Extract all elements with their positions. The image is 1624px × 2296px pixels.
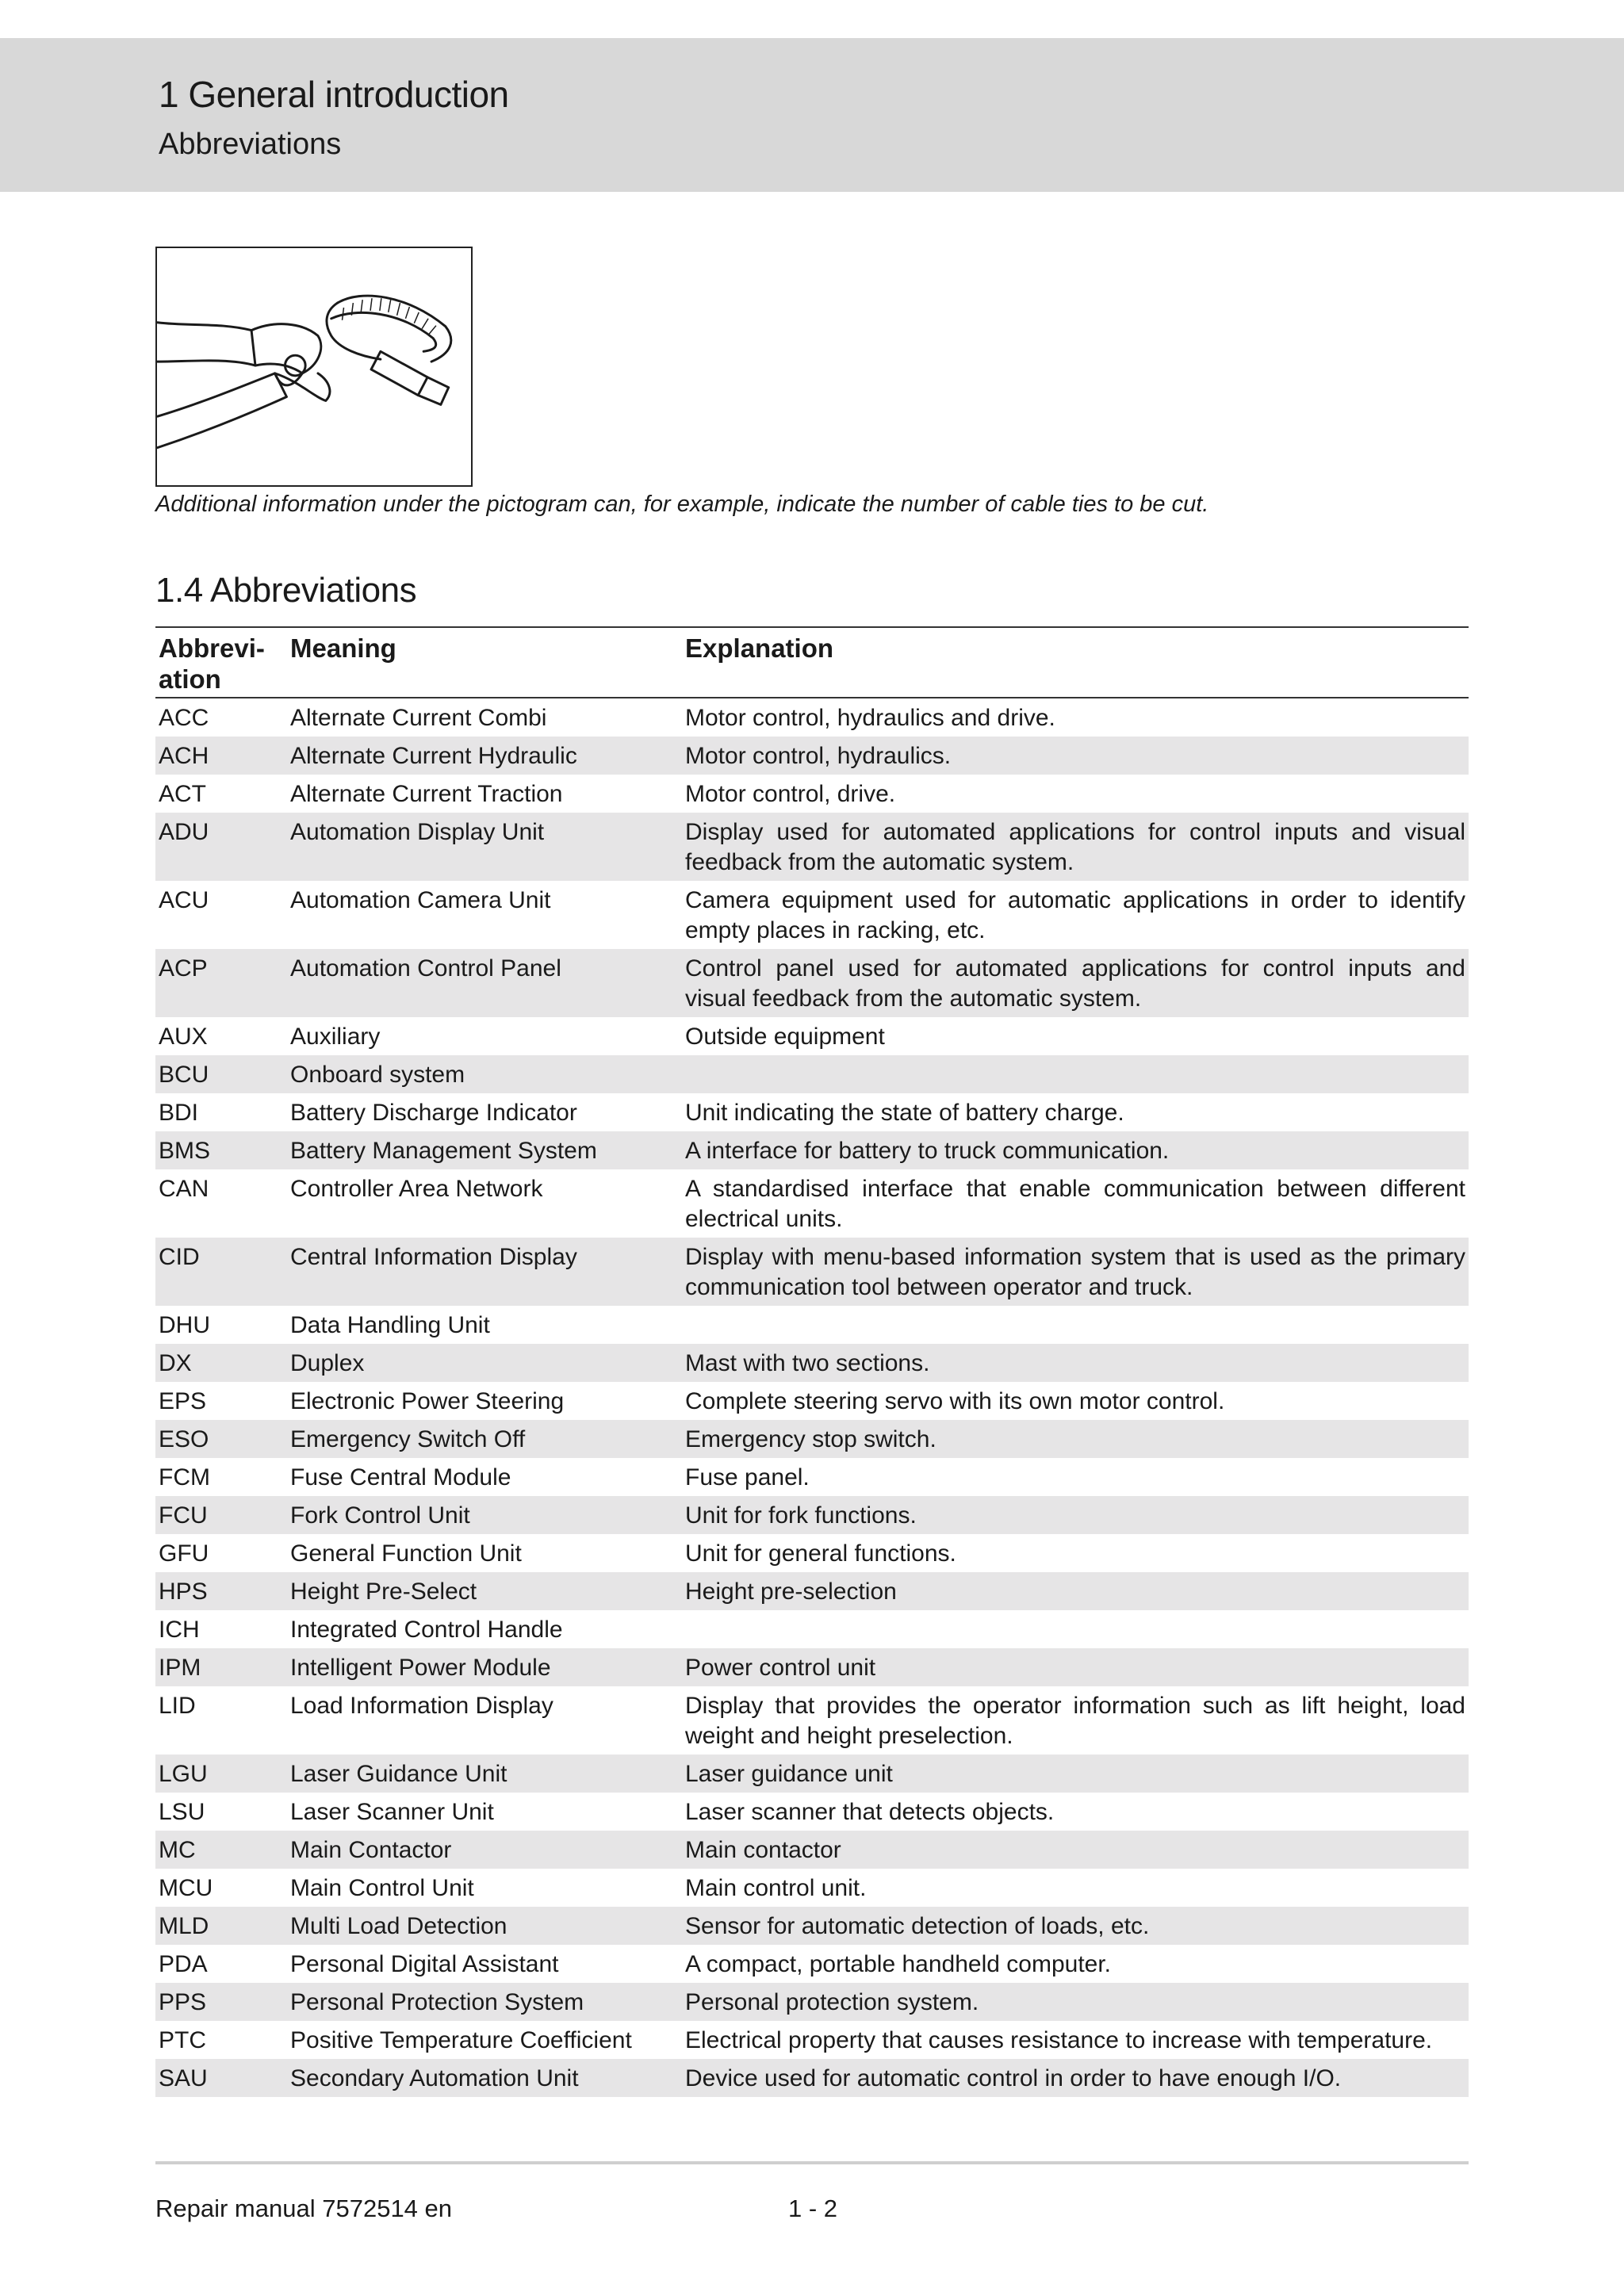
explanation-cell: Device used for automatic control in order to have enough I/O. <box>682 2059 1469 2097</box>
abbr-cell: ACU <box>159 887 209 913</box>
abbr-cell: LSU <box>159 1799 205 1825</box>
column-header-abbreviation: Abbrevi- ation <box>155 627 287 698</box>
meaning-cell: Laser Scanner Unit <box>290 1799 494 1825</box>
meaning-cell: Secondary Automation Unit <box>287 2059 682 2097</box>
abbr-cell: LID <box>159 1693 196 1719</box>
meaning-cell: Integrated Control Handle <box>290 1617 563 1643</box>
column-header-meaning: Meaning <box>287 627 682 698</box>
meaning-cell: Controller Area Network <box>290 1176 543 1202</box>
table-row <box>155 1017 1469 1055</box>
abbr-cell: AUX <box>159 1024 208 1050</box>
explanation-cell: Electrical property that causes resistance to increase with temperature. <box>685 2027 1433 2053</box>
explanation-cell: Height pre-selection <box>682 1572 1469 1610</box>
meaning-cell: Alternate Current Hydraulic <box>287 737 682 775</box>
abbr-cell: CAN <box>159 1176 209 1202</box>
abbr-cell: CID <box>155 1238 287 1306</box>
abbreviations-table <box>155 626 1469 2097</box>
footer-manual-label: Repair manual <box>155 2195 316 2222</box>
table-row <box>155 1344 1469 1382</box>
table-row <box>155 1686 1469 1755</box>
explanation-cell: Fuse panel. <box>685 1464 810 1490</box>
explanation-cell: Complete steering servo with its own motor control. <box>685 1388 1225 1414</box>
table-row <box>155 1306 1469 1344</box>
abbr-cell: PDA <box>159 1951 208 1977</box>
table-row <box>155 881 1469 949</box>
table-row <box>155 1831 1469 1869</box>
explanation-cell: Outside equipment <box>685 1024 885 1050</box>
meaning-cell: Multi Load Detection <box>287 1907 682 1945</box>
table-row <box>155 1945 1469 1983</box>
abbr-cell: ACC <box>159 705 209 731</box>
abbr-cell: EPS <box>159 1388 207 1414</box>
abbr-cell: BCU <box>155 1055 287 1093</box>
explanation-cell: A standardised interface that enable communication between different electrical units. <box>685 1176 1465 1232</box>
abbr-cell: DHU <box>159 1312 210 1338</box>
meaning-cell: Personal Protection System <box>287 1983 682 2021</box>
explanation-cell <box>682 1055 1469 1093</box>
footer-page-number: 1 - 2 <box>788 2195 838 2222</box>
abbr-cell: ACP <box>155 949 287 1017</box>
explanation-cell <box>682 1306 1469 1344</box>
abbr-cell: ESO <box>155 1420 287 1458</box>
abbr-cell: IPM <box>155 1648 287 1686</box>
meaning-cell: Height Pre-Select <box>287 1572 682 1610</box>
meaning-cell: Data Handling Unit <box>290 1312 490 1338</box>
explanation-cell: Motor control, hydraulics and drive. <box>685 705 1055 731</box>
meaning-cell: Battery Discharge Indicator <box>290 1100 577 1126</box>
explanation-cell: Laser scanner that detects objects. <box>685 1799 1055 1825</box>
meaning-cell: Central Information Display <box>287 1238 682 1306</box>
meaning-cell: Main Contactor <box>287 1831 682 1869</box>
footer-manual-number: 7572514 en <box>322 2195 453 2222</box>
meaning-cell: Fuse Central Module <box>290 1464 511 1490</box>
meaning-cell: Laser Guidance Unit <box>287 1755 682 1793</box>
footer-manual-info <box>155 2195 452 2223</box>
section-subtitle: Abbreviations <box>159 128 342 161</box>
table-row <box>155 1420 1469 1458</box>
table-row <box>155 1238 1469 1306</box>
explanation-cell: Control panel used for automated applications for control inputs and visual feedback from the automatic system. <box>682 949 1469 1017</box>
meaning-cell: Alternate Current Traction <box>290 781 563 807</box>
table-row <box>155 1907 1469 1945</box>
explanation-cell: A interface for battery to truck communication. <box>682 1131 1469 1169</box>
table-row <box>155 1983 1469 2021</box>
explanation-cell: Display used for automated applications for control inputs and visual feedback from the automatic system. <box>682 813 1469 881</box>
table-row <box>155 1458 1469 1496</box>
explanation-cell: Mast with two sections. <box>682 1344 1469 1382</box>
table-row <box>155 775 1469 813</box>
pictogram-box <box>155 247 473 487</box>
meaning-cell: Automation Display Unit <box>287 813 682 881</box>
table-row <box>155 1534 1469 1572</box>
table-row <box>155 1382 1469 1420</box>
explanation-cell: Personal protection system. <box>682 1983 1469 2021</box>
table-row <box>155 1793 1469 1831</box>
meaning-cell: Automation Control Panel <box>287 949 682 1017</box>
explanation-cell: Motor control, hydraulics. <box>682 737 1469 775</box>
explanation-cell: Emergency stop switch. <box>682 1420 1469 1458</box>
abbr-cell: FCM <box>159 1464 210 1490</box>
table-row <box>155 1169 1469 1238</box>
abbr-cell: GFU <box>159 1540 209 1567</box>
footer-divider <box>155 2161 1469 2164</box>
explanation-cell: Main contactor <box>682 1831 1469 1869</box>
explanation-cell: Main control unit. <box>685 1875 867 1901</box>
abbr-cell: ACH <box>155 737 287 775</box>
meaning-cell: Main Control Unit <box>290 1875 474 1901</box>
abbr-cell: LGU <box>155 1755 287 1793</box>
meaning-cell: Onboard system <box>287 1055 682 1093</box>
pictogram-caption: Additional information under the pictogram can, for example, indicate the number of cable ties to be cut. <box>155 492 1209 517</box>
meaning-cell: Duplex <box>287 1344 682 1382</box>
abbreviations-heading: 1.4 Abbreviations <box>155 571 417 610</box>
abbr-cell: PPS <box>155 1983 287 2021</box>
table-row <box>155 1755 1469 1793</box>
explanation-cell: Display that provides the operator information such as lift height, load weight and height preselection. <box>685 1693 1465 1749</box>
explanation-cell: Camera equipment used for automatic applications in order to identify empty places in racking, etc. <box>685 887 1465 943</box>
cable-cutter-icon <box>157 248 471 485</box>
explanation-cell: Unit for general functions. <box>685 1540 956 1567</box>
meaning-cell: Load Information Display <box>290 1693 553 1719</box>
meaning-cell: General Function Unit <box>290 1540 522 1567</box>
abbr-cell: ACT <box>159 781 206 807</box>
table-row <box>155 1131 1469 1169</box>
abbr-cell: FCU <box>155 1496 287 1534</box>
abbr-cell: BDI <box>159 1100 199 1126</box>
explanation-cell: Display with menu-based information system that is used as the primary communication tool between operator and truck. <box>682 1238 1469 1306</box>
meaning-cell: Electronic Power Steering <box>290 1388 565 1414</box>
explanation-cell: Unit indicating the state of battery charge. <box>685 1100 1124 1126</box>
explanation-cell: Sensor for automatic detection of loads, etc. <box>682 1907 1469 1945</box>
meaning-cell: Battery Management System <box>287 1131 682 1169</box>
abbr-cell: SAU <box>155 2059 287 2097</box>
abbr-cell: MLD <box>155 1907 287 1945</box>
abbr-cell: ICH <box>159 1617 200 1643</box>
table-row <box>155 1496 1469 1534</box>
table-row <box>155 1869 1469 1907</box>
table-row <box>155 949 1469 1017</box>
table-row <box>155 2059 1469 2097</box>
explanation-cell: Motor control, drive. <box>685 781 896 807</box>
table-header-row <box>155 627 1469 698</box>
chapter-title: 1 General introduction <box>159 74 509 115</box>
column-header-explanation: Explanation <box>682 627 1469 698</box>
table-row <box>155 1648 1469 1686</box>
abbr-cell: BMS <box>155 1131 287 1169</box>
abbr-cell: ADU <box>155 813 287 881</box>
abbr-cell: HPS <box>155 1572 287 1610</box>
meaning-cell: Intelligent Power Module <box>287 1648 682 1686</box>
table-row <box>155 1572 1469 1610</box>
abbr-cell: DX <box>155 1344 287 1382</box>
abbr-cell: MCU <box>159 1875 213 1901</box>
meaning-cell: Fork Control Unit <box>287 1496 682 1534</box>
abbr-cell: PTC <box>159 2027 206 2053</box>
table-row <box>155 698 1469 737</box>
meaning-cell: Automation Camera Unit <box>290 887 551 913</box>
explanation-cell: Power control unit <box>682 1648 1469 1686</box>
table-row <box>155 1093 1469 1131</box>
table-row <box>155 813 1469 881</box>
meaning-cell: Emergency Switch Off <box>287 1420 682 1458</box>
explanation-cell: Unit for fork functions. <box>682 1496 1469 1534</box>
meaning-cell: Alternate Current Combi <box>290 705 547 731</box>
table-row <box>155 1055 1469 1093</box>
explanation-cell: Laser guidance unit <box>682 1755 1469 1793</box>
explanation-cell <box>682 1610 1469 1648</box>
table-row <box>155 1610 1469 1648</box>
table-row <box>155 2021 1469 2059</box>
meaning-cell: Positive Temperature Coefficient <box>290 2027 632 2053</box>
table-row <box>155 737 1469 775</box>
explanation-cell: A compact, portable handheld computer. <box>685 1951 1112 1977</box>
abbr-cell: MC <box>155 1831 287 1869</box>
meaning-cell: Auxiliary <box>290 1024 381 1050</box>
meaning-cell: Personal Digital Assistant <box>290 1951 559 1977</box>
